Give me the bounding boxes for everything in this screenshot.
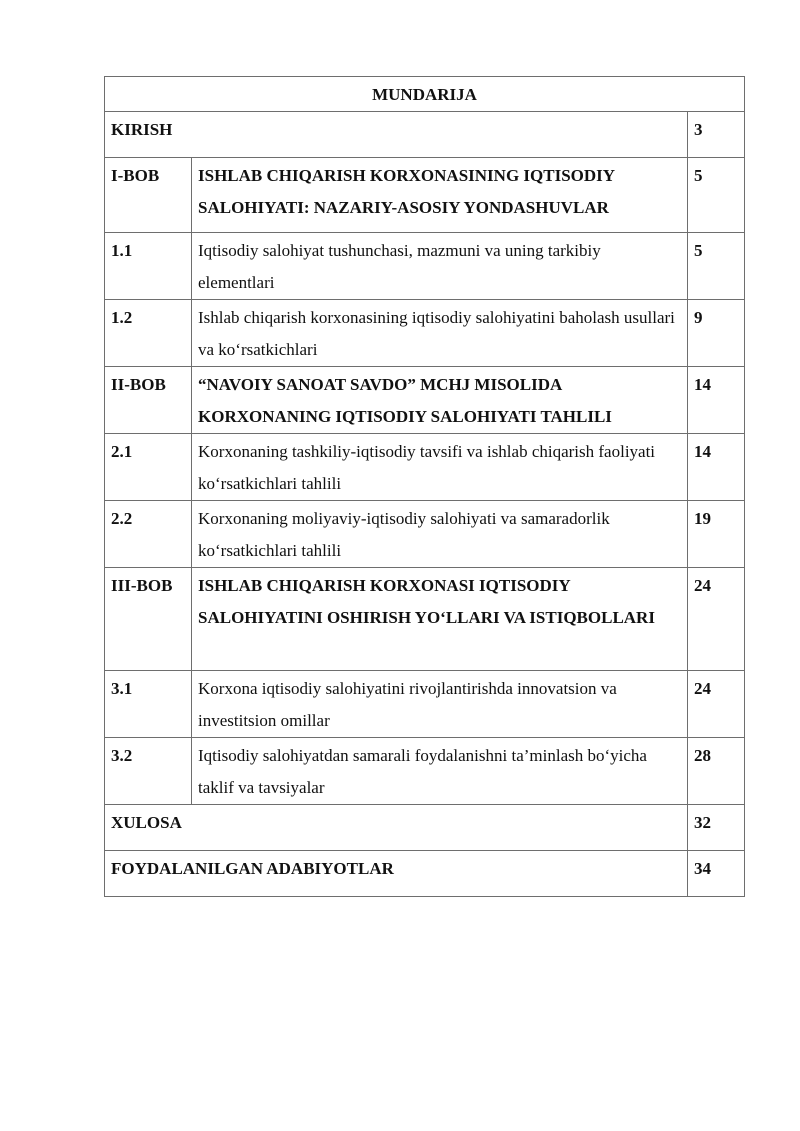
toc-row-section-1-2 [105,300,745,367]
toc-section-title: Iqtisodiy salohiyat tushunchasi, mazmuni va uning tarkibiy elementlari [192,233,688,300]
toc-section-title: Ishlab chiqarish korxonasining iqtisodiy salohiyatini baholash usullari va ko‘rsatkichlari [192,300,688,367]
toc-page-number: 19 [688,501,745,568]
toc-page-number: 5 [688,233,745,300]
toc-chapter-title: ISHLAB CHIQARISH KORXONASINING IQTISODIY SALOHIYATI: NAZARIY-ASOSIY YONDASHUVLAR [192,158,688,233]
toc-row-section-3-2 [105,738,745,805]
toc-section-number: 3.1 [105,671,192,738]
toc-section-number: 2.1 [105,434,192,501]
table-of-contents [104,76,745,897]
toc-chapter-title: “NAVOIY SANOAT SAVDO” MCHJ MISOLIDA KORXONANING IQTISODIY SALOHIYATI TAHLILI [192,367,688,434]
toc-page-number: 14 [688,367,745,434]
toc-page-number: 24 [688,568,745,671]
toc-section-number: 2.2 [105,501,192,568]
toc-page-number: 24 [688,671,745,738]
toc-entry-label: FOYDALANILGAN ADABIYOTLAR [105,851,688,897]
toc-title-row [105,77,745,112]
toc-chapter-number: III-BOB [105,568,192,671]
toc-row-adabiyotlar [105,851,745,897]
toc-row-section-1-1 [105,233,745,300]
toc-section-number: 1.2 [105,300,192,367]
toc-chapter-title: ISHLAB CHIQARISH KORXONASI IQTISODIY SALOHIYATINI OSHIRISH YO‘LLARI VA ISTIQBOLLARI [192,568,688,671]
toc-page-number: 3 [688,112,745,158]
toc-chapter-number: II-BOB [105,367,192,434]
toc-page-number: 5 [688,158,745,233]
toc-row-xulosa [105,805,745,851]
toc-section-number: 3.2 [105,738,192,805]
toc-section-number: 1.1 [105,233,192,300]
toc-chapter-number: I-BOB [105,158,192,233]
toc-section-title: Korxonaning tashkiliy-iqtisodiy tavsifi va ishlab chiqarish faoliyati ko‘rsatkichlari tahlili [192,434,688,501]
toc-entry-label: KIRISH [105,112,688,158]
toc-section-title: Korxonaning moliyaviy-iqtisodiy salohiyati va samaradorlik ko‘rsatkichlari tahlili [192,501,688,568]
toc-page-number: 32 [688,805,745,851]
toc-row-chapter-3 [105,568,745,671]
toc-row-section-2-2 [105,501,745,568]
toc-page-number: 34 [688,851,745,897]
toc-row-section-3-1 [105,671,745,738]
toc-page-number: 9 [688,300,745,367]
toc-section-title: Korxona iqtisodiy salohiyatini rivojlantirishda innovatsion va investitsion omillar [192,671,688,738]
toc-row-chapter-1 [105,158,745,233]
toc-row-kirish [105,112,745,158]
toc-page-number: 14 [688,434,745,501]
toc-title: MUNDARIJA [105,77,745,112]
toc-page-number: 28 [688,738,745,805]
toc-row-section-2-1 [105,434,745,501]
toc-row-chapter-2 [105,367,745,434]
toc-entry-label: XULOSA [105,805,688,851]
toc-section-title: Iqtisodiy salohiyatdan samarali foydalanishni ta’minlash bo‘yicha taklif va tavsiyalar [192,738,688,805]
